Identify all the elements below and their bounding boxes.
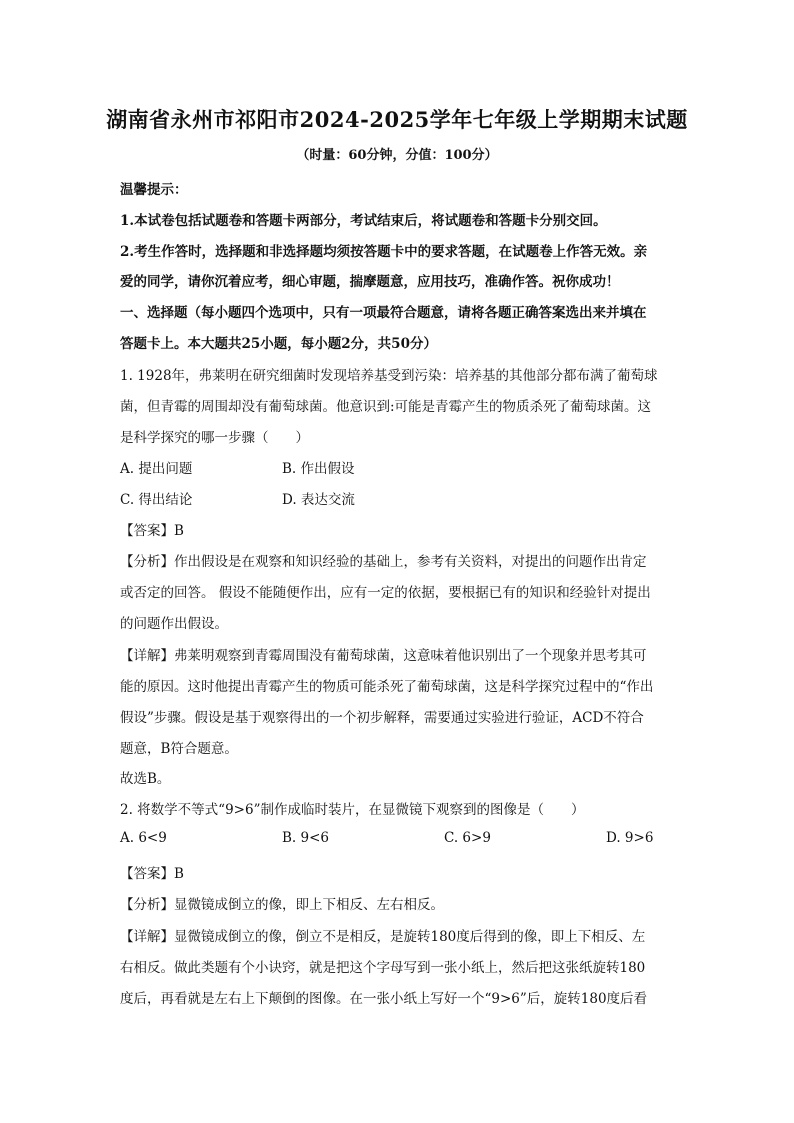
q1-analysis-line-1: 【分析】作出假设是在观察和知识经验的基础上，参考有关资料，对提出的问题作出肯定 xyxy=(120,554,647,570)
q1-conclusion: 故选B。 xyxy=(120,771,171,787)
tips-item-2-line-2: 爱的同学，请你沉着应考，细心审题，揣摩题意，应用技巧，准确作答。祝你成功！ xyxy=(120,274,620,290)
q2-option-b: B. 9<6 xyxy=(282,830,329,846)
q1-option-b: B. 作出假设 xyxy=(282,461,355,477)
q1-analysis-line-2: 或否定的回答。 假设不能随便作出，应有一定的依据，要根据已有的知识和经验针对提出 xyxy=(120,585,651,601)
q1-detail-line-1: 【详解】弗莱明观察到青霉周围没有葡萄球菌，这意味着他识别出了一个现象并思考其可 xyxy=(120,648,647,664)
q1-stem-line-2: 菌，但青霉的周围却没有葡萄球菌。他意识到:可能是青霉产生的物质杀死了葡萄球菌。这 xyxy=(120,399,652,415)
q2-option-c: C. 6>9 xyxy=(444,830,491,846)
exam-title: 湖南省永州市祁阳市2024-2025学年七年级上学期期末试题 xyxy=(106,107,688,132)
q1-stem-line-1: 1. 1928年，弗莱明在研究细菌时发现培养基受到污染：培养基的其他部分都布满了葡萄球 xyxy=(120,368,658,384)
section1-heading-line-2: 答题卡上。本大题共25小题，每小题2分，共50分） xyxy=(120,336,437,352)
q2-answer: 【答案】B xyxy=(120,866,184,882)
q2-analysis: 【分析】显微镜成倒立的像，即上下相反、左右相反。 xyxy=(120,897,444,913)
q2-detail-line-3: 度后，再看就是左右上下颠倒的图像。在一张小纸上写好一个“9>6”后，旋转180度后看 xyxy=(120,991,648,1007)
q2-option-d: D. 9>6 xyxy=(606,830,654,846)
q1-option-a: A. 提出问题 xyxy=(120,461,193,477)
tips-heading: 温馨提示： xyxy=(120,182,188,198)
exam-subtitle: （时量：60分钟，分值：100分） xyxy=(296,148,498,163)
q1-answer: 【答案】B xyxy=(120,523,184,539)
q1-stem-line-3: 是科学探究的哪一步骤（ ） xyxy=(120,430,309,446)
tips-item-1: 1.本试卷包括试题卷和答题卡两部分，考试结束后，将试题卷和答题卡分别交回。 xyxy=(120,213,607,229)
q2-detail-line-1: 【详解】显微镜成倒立的像，倒立不是相反，是旋转180度后得到的像，即上下相反、左 xyxy=(120,929,646,945)
q1-analysis-line-3: 的问题作出假设。 xyxy=(120,616,228,632)
q1-option-c: C. 得出结论 xyxy=(120,492,193,508)
q2-stem: 2. 将数学不等式“9>6”制作成临时装片，在显微镜下观察到的图像是（ ） xyxy=(120,802,585,818)
tips-item-2-line-1: 2.考生作答时，选择题和非选择题均须按答题卡中的要求答题，在试题卷上作答无效。亲 xyxy=(120,244,648,260)
q1-option-d: D. 表达交流 xyxy=(282,492,355,508)
q2-option-a: A. 6<9 xyxy=(120,830,167,846)
q1-detail-line-4: 题意，B符合题意。 xyxy=(120,741,238,757)
q1-detail-line-3: 假设”步骤。假设是基于观察得出的一个初步解释，需要通过实验进行验证，ACD不符合 xyxy=(120,710,644,726)
q2-detail-line-2: 右相反。做此类题有个小诀窍，就是把这个字母写到一张小纸上，然后把这张纸旋转180 xyxy=(120,960,646,976)
section1-heading-line-1: 一、选择题（每小题四个选项中，只有一项最符合题意，请将各题正确答案选出来并填在 xyxy=(120,305,647,321)
q1-detail-line-2: 能的原因。这时他提出青霉产生的物质可能杀死了葡萄球菌，这是科学探究过程中的“作出 xyxy=(120,679,654,695)
